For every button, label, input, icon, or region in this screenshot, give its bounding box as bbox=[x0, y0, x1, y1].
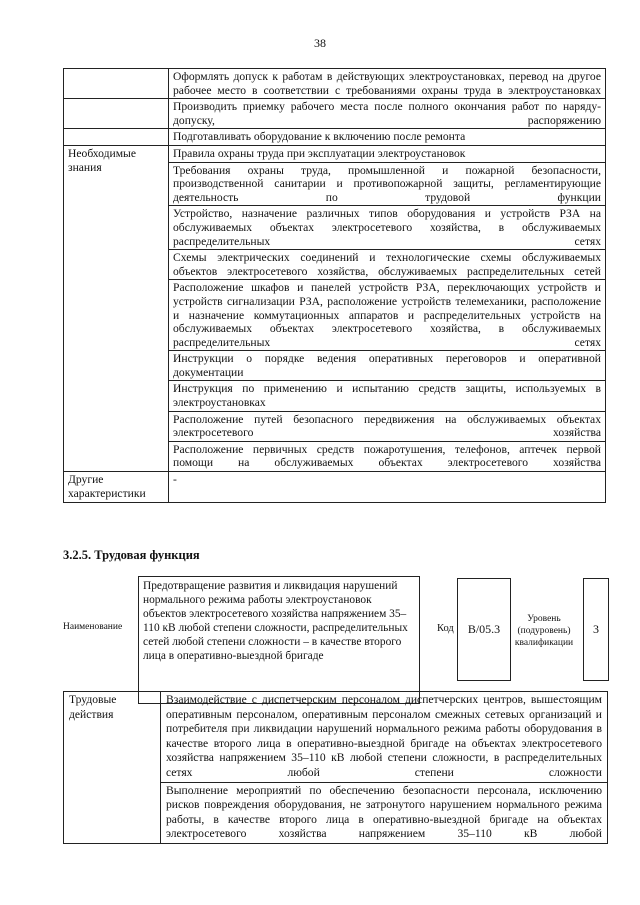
other-characteristics-label: Другие характеристики bbox=[64, 472, 169, 503]
code-label: Код bbox=[437, 623, 454, 634]
knowledge-cell: Расположение путей безопасного передвижения на обслуживаемых объектах электросетевого хозяйства bbox=[169, 411, 606, 441]
knowledge-cell: Инструкция по применению и испытанию средств защиты, используемых в электроустановках bbox=[169, 381, 606, 411]
level-label: Уровень (подуровень) квалификации bbox=[514, 614, 574, 648]
function-name: Предотвращение развития и ликвидация нарушений нормального режима работы электроустановок объектов электросетевого хозяйства напряжением 35–110 кВ любой степени сложности, распределительных сетей любой степени сложности – в качестве второго лица в оперативно-выездной бригаде bbox=[138, 576, 420, 704]
knowledge-cell: Правила охраны труда при эксплуатации электроустановок bbox=[169, 145, 606, 162]
knowledge-label: Необходимые знания bbox=[64, 145, 169, 471]
code-value: B/05.3 bbox=[457, 578, 511, 681]
table-row bbox=[64, 145, 606, 162]
knowledge-cell: Схемы электрических соединений и технологические схемы обслуживаемых объектов электросетевого хозяйства, обслуживаемых распределительных сетей bbox=[169, 250, 606, 280]
skill-cell: Подготавливать оборудование к включению после ремонта bbox=[169, 129, 606, 146]
table-row bbox=[64, 692, 608, 783]
empty-label-cell bbox=[64, 69, 169, 99]
other-characteristics-value: - bbox=[169, 472, 606, 503]
section-heading: 3.2.5. Трудовая функция bbox=[63, 548, 200, 562]
name-label: Наименование bbox=[63, 622, 123, 632]
page-number: 38 bbox=[314, 36, 326, 50]
level-value: 3 bbox=[583, 578, 609, 681]
table-row bbox=[64, 69, 606, 99]
requirements-table bbox=[63, 68, 606, 503]
actions-table bbox=[63, 691, 608, 844]
skill-cell: Оформлять допуск к работам в действующих электроустановках, перевод на другое рабочее место в соответствии с требованиями охраны труда в электроустановках bbox=[169, 69, 606, 99]
knowledge-cell: Требования охраны труда, промышленной и пожарной безопасности, производственной санитарии и противопожарной защиты, регламентирующие деятельность по трудовой функции bbox=[169, 162, 606, 206]
knowledge-cell: Инструкции о порядке ведения оперативных переговоров и оперативной документации bbox=[169, 351, 606, 381]
action-cell: Выполнение мероприятий по обеспечению безопасности персонала, исключению рисков повреждения оборудования, не затронутого нарушением нормального режима работы, в качестве второго лица в оперативно-выездной бригаде на объектах электросетевого хозяйства напряжением 35–110 кВ любой bbox=[161, 782, 608, 843]
empty-label-cell bbox=[64, 129, 169, 146]
skill-cell: Производить приемку рабочего места после полного окончания работ по наряду-допуску, распоряжению bbox=[169, 99, 606, 129]
function-header bbox=[63, 576, 608, 704]
knowledge-cell: Устройство, назначение различных типов оборудования и устройств РЗА на обслуживаемых объектах электросетевого хозяйства, в обслуживаемых распределительных сетях bbox=[169, 206, 606, 250]
table-row bbox=[64, 99, 606, 129]
table-row bbox=[64, 472, 606, 503]
action-cell: Взаимодействие с диспетчерским персоналом диспетчерских центров, вышестоящим оперативным персоналом, оперативным персоналом смежных сетевых организаций и потребителя при ликвидации нарушений нормального режима работы оборудования в качестве второго лица в оперативно-выездной бригаде на объектах электросетевого хозяйства напряжением 35–110 кВ любой степени сложности, в распределительных сетях любой степени сложности bbox=[161, 692, 608, 783]
actions-label: Трудовые действия bbox=[64, 692, 161, 844]
empty-label-cell bbox=[64, 99, 169, 129]
knowledge-cell: Расположение первичных средств пожаротушения, телефонов, аптечек первой помощи на обслуживаемых объектах электросетевого хозяйства bbox=[169, 441, 606, 471]
table-row bbox=[64, 129, 606, 146]
knowledge-cell: Расположение шкафов и панелей устройств РЗА, переключающих устройств и устройств сигнализации РЗА, расположение устройств телемеханики, расположение и назначение коммутационных аппаратов и распределительных устройств на обслуживаемых объектах электросетевого хозяйства, в обслуживаемых распределительных сетях bbox=[169, 280, 606, 351]
